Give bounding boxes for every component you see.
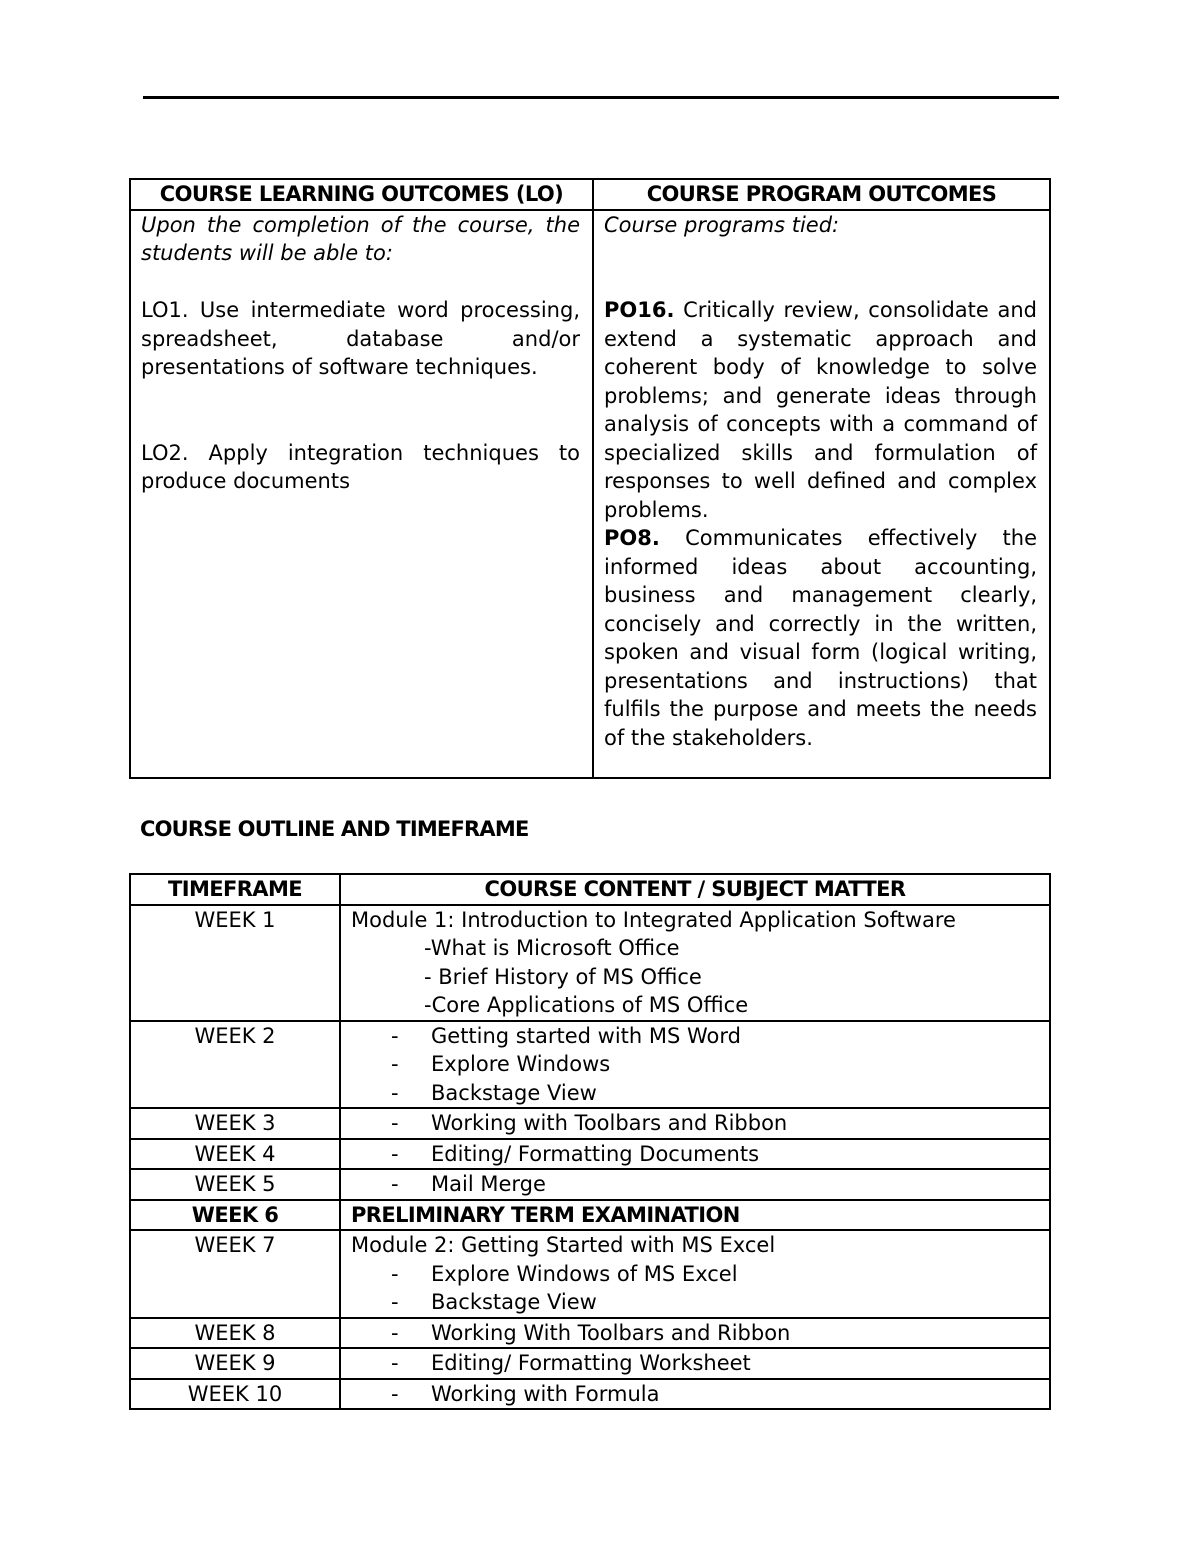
list-item-text: Working With Toolbars and Ribbon xyxy=(431,1320,791,1345)
dash-bullet: - xyxy=(391,1261,399,1286)
po16-label: PO16. xyxy=(604,298,675,322)
content-list-item xyxy=(351,1109,1049,1138)
content-cell xyxy=(340,1200,1050,1231)
week-cell: WEEK 10 xyxy=(130,1379,340,1410)
dash-bullet: - xyxy=(391,1141,399,1166)
week-cell: WEEK 3 xyxy=(130,1108,340,1139)
dash-bullet: - xyxy=(391,1023,399,1048)
content-title: Module 2: Getting Started with MS Excel xyxy=(351,1233,776,1257)
week-cell: WEEK 9 xyxy=(130,1348,340,1379)
content-list-item xyxy=(351,1349,1049,1378)
outline-body xyxy=(130,905,1050,1410)
content-header: COURSE CONTENT / SUBJECT MATTER xyxy=(340,874,1050,905)
list-item-text: Explore Windows xyxy=(431,1052,611,1076)
content-list-item xyxy=(351,1288,1049,1317)
header-rule xyxy=(143,96,1059,99)
list-item-text: Working with Toolbars and Ribbon xyxy=(431,1111,788,1135)
list-item-text: Working with Formula xyxy=(431,1381,660,1406)
lo-intro: Upon the completion of the course, the students will be able to: xyxy=(141,212,580,265)
dash-bullet: - xyxy=(391,1320,399,1345)
list-item-text: Mail Merge xyxy=(431,1172,546,1196)
week-cell: WEEK 7 xyxy=(130,1230,340,1318)
po8-description: Communicates effectively the informed ideas about accounting, business and management clearly, concisely and correctly in the written, spoken and visual form (logical writing, presentations and instructions) that fulfils the purpose and meets the needs of the stakeholders. xyxy=(604,526,1037,750)
po8-text xyxy=(604,524,1037,752)
content-cell xyxy=(340,1108,1050,1139)
list-item-text: Editing/ Formatting Worksheet xyxy=(431,1351,751,1375)
content-list-item xyxy=(351,1079,1049,1108)
dash-bullet: - xyxy=(391,1381,399,1406)
content-cell xyxy=(340,1021,1050,1109)
outcomes-table xyxy=(129,178,1051,779)
dash-bullet: - xyxy=(391,1351,399,1375)
list-item-text: Explore Windows of MS Excel xyxy=(431,1261,738,1286)
dash-bullet: - xyxy=(391,1290,399,1314)
week-cell: WEEK 5 xyxy=(130,1169,340,1200)
po-intro: Course programs tied: xyxy=(604,212,840,237)
outline-row xyxy=(130,1108,1050,1139)
outline-row xyxy=(130,905,1050,1021)
content-list-item xyxy=(351,1380,1049,1409)
week-cell: WEEK 2 xyxy=(130,1021,340,1109)
week-cell: WEEK 6 xyxy=(130,1200,340,1231)
week-cell: WEEK 4 xyxy=(130,1139,340,1170)
week-cell: WEEK 8 xyxy=(130,1318,340,1349)
outcomes-body-row xyxy=(130,210,1050,779)
outline-row xyxy=(130,1348,1050,1379)
po-cell xyxy=(593,210,1050,779)
outline-row xyxy=(130,1021,1050,1109)
content-cell xyxy=(340,1318,1050,1349)
po16-description: Critically review, consolidate and extend a systematic approach and coherent body of knowledge to solve problems; and generate ideas through analysis of concepts with a command of specialized skills and formulation of responses to well defined and complex problems. xyxy=(604,298,1037,522)
content-list-item xyxy=(351,1050,1049,1079)
content-cell xyxy=(340,1139,1050,1170)
content-title: Module 1: Introduction to Integrated Application Software xyxy=(351,907,956,932)
lo1-text: LO1. Use intermediate word processing, spreadsheet, database and/or presentations of software techniques. xyxy=(141,298,580,379)
list-item-text: Editing/ Formatting Documents xyxy=(431,1141,760,1166)
content-cell xyxy=(340,905,1050,1021)
timeframe-header: TIMEFRAME xyxy=(130,874,340,905)
content-cell xyxy=(340,1230,1050,1318)
list-item-text: Backstage View xyxy=(431,1290,597,1314)
outline-row xyxy=(130,1379,1050,1410)
content-list-item xyxy=(351,1022,1049,1051)
content-subitem: -What is Microsoft Office xyxy=(424,936,680,960)
outline-row xyxy=(130,1200,1050,1231)
outline-row xyxy=(130,1169,1050,1200)
dash-bullet: - xyxy=(391,1080,399,1105)
po8-label: PO8. xyxy=(604,526,660,550)
outline-row xyxy=(130,1230,1050,1318)
list-item-text: Getting started with MS Word xyxy=(431,1023,741,1048)
outline-table xyxy=(129,873,1051,1410)
content-cell xyxy=(340,1169,1050,1200)
outline-row xyxy=(130,1139,1050,1170)
po16-text xyxy=(604,296,1037,524)
content-cell xyxy=(340,1379,1050,1410)
week-cell: WEEK 1 xyxy=(130,905,340,1021)
content-list-item xyxy=(351,1140,1049,1169)
content-subitem: - Brief History of MS Office xyxy=(424,964,702,989)
content-subitem: -Core Applications of MS Office xyxy=(424,993,749,1017)
dash-bullet: - xyxy=(391,1052,399,1076)
list-item-text: Backstage View xyxy=(431,1080,597,1105)
outcomes-header-row xyxy=(130,179,1050,210)
content-list-item xyxy=(351,1319,1049,1348)
outline-row xyxy=(130,1318,1050,1349)
dash-bullet: - xyxy=(391,1111,399,1135)
outline-header-row xyxy=(130,874,1050,905)
lo2-text: LO2. Apply integration techniques to produce documents xyxy=(141,440,580,493)
lo-header: COURSE LEARNING OUTCOMES (LO) xyxy=(130,179,593,210)
lo-cell xyxy=(130,210,593,779)
content-title: PRELIMINARY TERM EXAMINATION xyxy=(351,1202,740,1227)
content-list-item xyxy=(351,1260,1049,1289)
content-cell xyxy=(340,1348,1050,1379)
section-title: COURSE OUTLINE AND TIMEFRAME xyxy=(140,817,529,841)
content-list-item xyxy=(351,1170,1049,1199)
dash-bullet: - xyxy=(391,1172,399,1196)
po-header: COURSE PROGRAM OUTCOMES xyxy=(593,179,1050,210)
